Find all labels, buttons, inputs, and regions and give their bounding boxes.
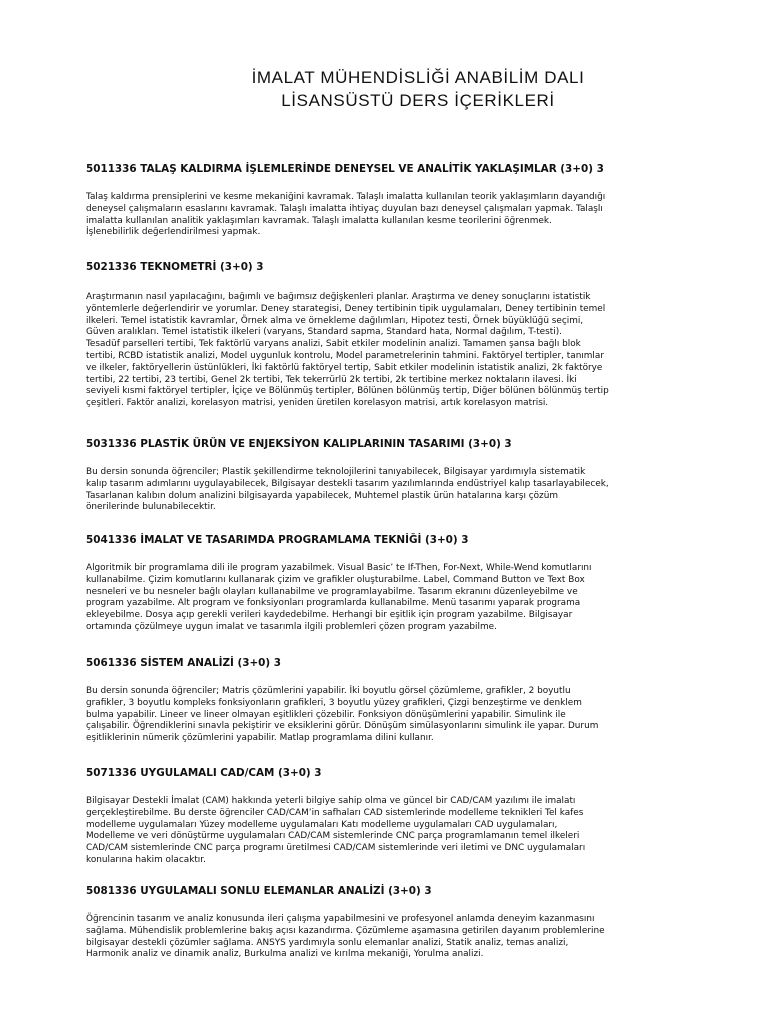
text-line: Araştırmanın nasıl yapılacağını, bağımlı ve bağımsız değişkenleri planlar. Araştırma ve deney sonuçlarını istatistik <box>86 292 591 302</box>
text-line: modelleme uygulamaları Yüzey modelleme uygulamaları Katı modelleme uygulamaları CAD uygulamaları, <box>86 819 558 830</box>
course-description <box>86 686 684 745</box>
text-line: konularına hakim olacaktır. <box>86 854 206 865</box>
text-line: tertibi, RCBD istatistik analizi, Model uygunluk kontrolu, Model parametrelerinin tahmini. Faktöryel tertipler, tanımlar <box>86 350 604 361</box>
text-line: İşlenebilirlik değerlendirilmesi yapmak. <box>86 227 261 238</box>
text-line: ortamında çözülmeye uygun imalat ve tasarımla ilgili problemleri çözen program yazabilme. <box>86 621 497 632</box>
course-description <box>86 467 684 514</box>
text-line: Modelleme ve veri dönüştürme uygulamaları CAD/CAM sistemlerinde CNC parça programlamanın temel ilkeleri <box>86 831 580 842</box>
text-line: çeşitleri. Faktör analizi, korelasyon matrisi, yeniden üretilen korelasyon matrisi, artık korelasyon matrisi. <box>86 398 549 409</box>
text-line: sağlama. Mühendislik problemlerine bakış açısı kazandırma. Çözümleme aşamasına getirilen dayanım problemlerine <box>86 925 605 936</box>
course-heading: 5081336 UYGULAMALI SONLU ELEMANLAR ANALİZİ (3+0) 3 <box>86 885 432 897</box>
text-line: grafikler, 3 boyutlu kompleks fonksiyonların grafikleri, 3 boyutlu yüzey grafikleri, Çizgi benzeştirme ve denklem <box>86 697 582 708</box>
course-heading: 5071336 UYGULAMALI CAD/CAM (3+0) 3 <box>86 767 322 779</box>
text-line: Harmonik analiz ve dinamik analiz, Burkulma analizi ve kırılma mekaniği, Yorulma analizi. <box>86 949 484 960</box>
text-line: Tasarlanan kalıbın dolum analizini bilgisayarda yapabilecek, Muhtemel plastik ürün hatalarına karşı çözüm <box>86 490 558 501</box>
page-subtitle: LİSANSÜSTÜ DERS İÇERİKLERİ <box>281 91 555 110</box>
text-line: Bilgisayar Destekli İmalat (CAM) hakkında yeterli bilgiye sahip olma ve güncel bir CAD/CAM yazılımı ile imalatı <box>86 796 576 806</box>
course-description <box>86 796 684 867</box>
text-line: ve ilkeler, faktöryellerin üstünlükleri, İki faktörlü faktöryel tertip, Sabit etkiler modelinin istatistik analizi, 2k faktörye <box>86 362 603 373</box>
text-line: imalatta kullanılan analitik yaklaşımları kavramak. Talaşlı imalatta kullanılan kesme teorilerini öğrenmek. <box>86 215 552 226</box>
text-line: CAD/CAM sistemlerinde CNC parça programı üretilmesi CAD/CAM sistemlerinde veri iletimi ve DNC uygulamaları <box>86 843 586 854</box>
text-line: Bu dersin sonunda öğrenciler; Plastik şekillendirme teknolojilerini tanıyabilecek, Bilgisayar yardımıyla sistematik <box>86 467 586 477</box>
text-line: çalışabilir. Öğrendiklerini sınavla pekiştirir ve eksiklerini görür. Dönüşüm simülasyonlarını simulink ile yapar. Durum <box>86 721 599 732</box>
text-line: nesneleri ve bu nesneler bağlı olayları kullanabilme ve programlayabilme. Tasarım ekranını düzenleyebilme ve <box>86 586 578 597</box>
text-line: seviyeli kısmi faktöryel tertipler, İçiçe ve Bölünmüş tertipler, Bölünen bölünmüş tertip, Diğer bölünen bölünmüş tertip <box>86 386 609 397</box>
text-line: eşitliklerinin nümerik çözümlerini yapabilir. Matlap programlama dilini kullanır. <box>86 733 434 744</box>
text-line: bulma yapabilir. Lineer ve lineer olmayan eşitlikleri çözebilir. Fonksiyon dönüşümlerini yapabilir. Simulink ile <box>86 709 566 720</box>
course-heading: 5031336 PLASTİK ÜRÜN VE ENJEKSİYON KALIPLARININ TASARIMI (3+0) 3 <box>86 438 512 450</box>
text-line: yöntemlerle değerlendirir ve yorumlar. Deney starategisi, Deney tertibinin tipik uygulamaları, Deney tertibinin temel <box>86 303 606 314</box>
course-description <box>86 563 684 634</box>
text-line: Tesadüf parselleri tertibi, Tek faktörlü varyans analizi, Sabit etkiler modelinin analizi. Tamamen şansa bağlı blok <box>86 339 581 350</box>
text-line: Algoritmik bir programlama dili ile program yazabilmek. Visual Basic’ te If-Then, For-Next, While-Wend komutlarını <box>86 563 592 573</box>
course-heading: 5061336 SİSTEM ANALİZİ (3+0) 3 <box>86 657 281 669</box>
text-line: ekleyebilme. Dosya açıp gerekli verileri kaydedebilme. Herhangi bir eşitlik için program yazabilme. Bilgisayar <box>86 610 573 621</box>
course-description <box>86 914 684 961</box>
text-line: deneysel çalışmaların esaslarını kavramak. Talaşlı imalatta ihtiyaç duyulan bazı deneysel çalışmaları yapmak. Talaşlı <box>86 203 603 214</box>
text-line: Bu dersin sonunda öğrenciler; Matris çözümlerini yapabilir. İki boyutlu görsel çözümleme, grafikler, 2 boyutlu <box>86 686 571 696</box>
course-heading: 5011336 TALAŞ KALDIRMA İŞLEMLERİNDE DENEYSEL VE ANALİTİK YAKLAŞIMLAR (3+0) 3 <box>86 163 604 175</box>
text-line: önerilerinde bulunabilecektir. <box>86 502 216 513</box>
text-line: tertibi, 22 tertibi, 23 tertibi, Genel 2k tertibi, Tek tekerrürlü 2k tertibi, 2k tertibine merkez noktaların ilavesi. İki <box>86 374 577 385</box>
text-line: Güven aralıkları. Temel istatistik ilkeleri (varyans, Standard sapma, Standard hata, Normal dağılım, T-testi). <box>86 327 562 338</box>
text-line: Öğrencinin tasarım ve analiz konusunda ileri çalışma yapabilmesini ve profesyonel anlamda deneyim kazanmasını <box>86 914 595 924</box>
text-line: kalıp tasarım adımlarını uygulayabilecek, Bilgisayar destekli tasarım yazılımlarında endüstriyel kalıp tasarlayabilecek, <box>86 478 609 489</box>
course-description <box>86 292 684 410</box>
course-description <box>86 192 684 239</box>
course-heading: 5041336 İMALAT VE TASARIMDA PROGRAMLAMA TEKNİĞİ (3+0) 3 <box>86 534 469 546</box>
course-heading: 5021336 TEKNOMETRİ (3+0) 3 <box>86 261 264 273</box>
text-line: Talaş kaldırma prensiplerini ve kesme mekaniğini kavramak. Talaşlı imalatta kullanılan teorik yaklaşımların dayandığı <box>86 192 606 202</box>
text-line: gerçekleştirebilme. Bu derste öğrenciler CAD/CAM’in safhaları CAD sistemlerinde modelleme teknikleri Tel kafes <box>86 807 584 818</box>
text-line: ilkeleri. Temel istatistik kavramlar, Örnek alma ve örnekleme dağılımları, Hipotez testi, Örnek büyüklüğü seçimi, <box>86 315 584 326</box>
text-line: kullanabilme. Çizim komutlarını kullanarak çizim ve grafikler oluşturabilme. Label, Command Button ve Text Box <box>86 574 585 585</box>
text-line: program yazabilme. Alt program ve fonksiyonları programlarda kullanabilme. Menü tasarımı yaparak programa <box>86 598 581 609</box>
text-line: bilgisayar destekli çözümler sağlama. ANSYS yardımıyla sonlu elemanlar analizi, Statik analiz, temas analizi, <box>86 937 569 948</box>
page-title: İMALAT MÜHENDİSLİĞİ ANABİLİM DALI <box>251 68 585 87</box>
